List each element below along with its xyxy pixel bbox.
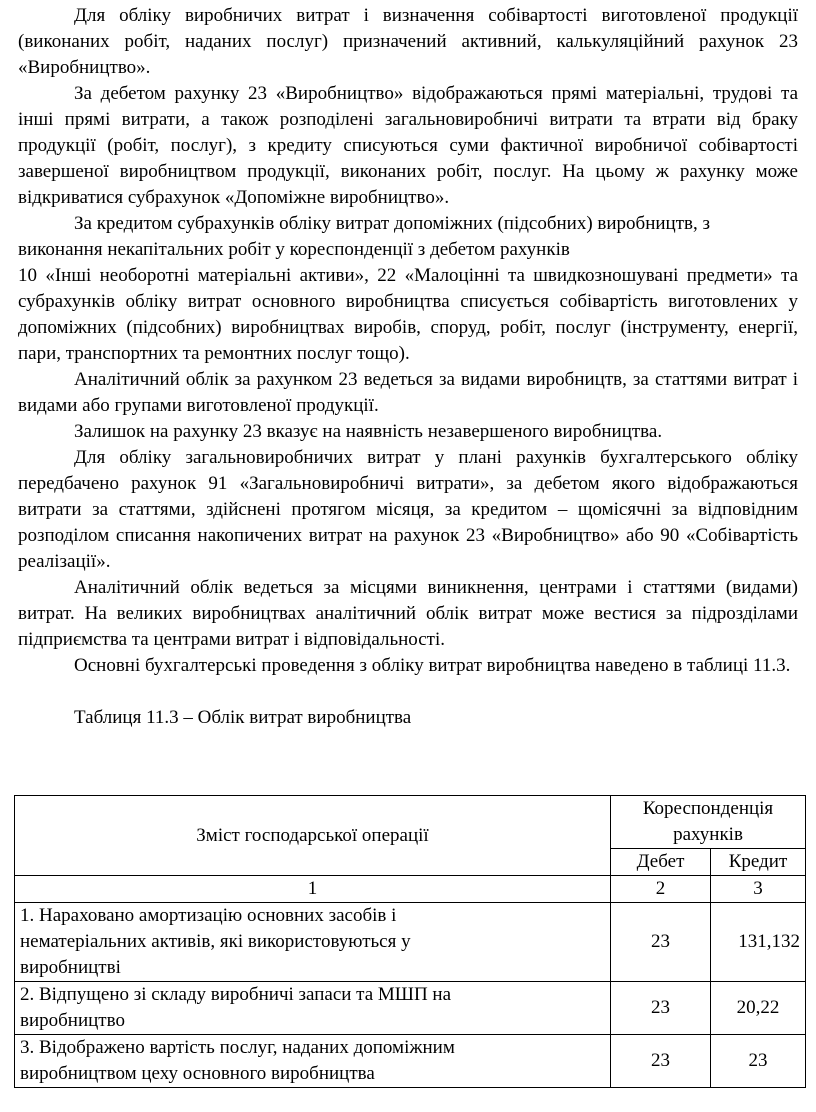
production-costs-table xyxy=(14,795,806,1088)
paragraph-analytical-account-23: Аналітичний облік за рахунком 23 ведеться за видами виробництв, за статтями витрат і видами або групами виготовленої продукції. xyxy=(18,369,798,416)
column-number-1: 1 xyxy=(15,876,611,903)
paragraph-analytical-overhead: Аналітичний облік ведеться за місцями виникнення, центрами і статтями (видами) витрат. На великих виробництвах аналітичний облік витрат може вестися за підрозділами підприємства та центрами витрат і відповідальності. xyxy=(18,577,798,650)
table-caption: Таблиця 11.3 – Облік витрат виробництва xyxy=(74,707,412,728)
header-debit: Дебет xyxy=(611,849,711,876)
row-debit: 23 xyxy=(611,903,711,982)
paragraph-auxiliary-credit-continued: 10 «Інші необоротні матеріальні активи», 22 «Малоцінні та швидкозношувані предмети» та субрахунків обліку витрат основного виробництва списується собівартість виготовлених у допоміжних (підсобних) виробництвах виробів, споруд, робіт, послуг (інструменту, енергії, пари, транспортних та ремонтних послуг тощо). xyxy=(18,265,798,364)
row-operation: 2. Відпущено зі складу виробничі запаси та МШП на виробництво xyxy=(15,982,611,1035)
paragraph-account-23-purpose: Для обліку виробничих витрат і визначення собівартості виготовленої продукції (виконаних робіт, наданих послуг) призначений активний, калькуляційний рахунок 23 «Виробництво». xyxy=(18,5,798,78)
row-debit: 23 xyxy=(611,982,711,1035)
table-row xyxy=(15,903,806,982)
row-credit: 23 xyxy=(711,1035,806,1088)
row-credit: 20,22 xyxy=(711,982,806,1035)
header-operation: Зміст господарської операції xyxy=(15,796,611,876)
document-body xyxy=(18,3,798,731)
table-row xyxy=(15,1035,806,1088)
row-operation: 3. Відображено вартість послуг, наданих допоміжним виробництвом цеху основного виробництва xyxy=(15,1035,611,1088)
row-credit: 131,132 xyxy=(711,903,806,982)
paragraph-auxiliary-credit: За кредитом субрахунків обліку витрат допоміжних (підсобних) виробництв, з виконання некапітальних робіт у кореспонденції з дебетом рахунків xyxy=(18,213,710,260)
row-debit: 23 xyxy=(611,1035,711,1088)
column-number-2: 2 xyxy=(611,876,711,903)
header-credit: Кредит xyxy=(711,849,806,876)
row-operation: 1. Нараховано амортизацію основних засобів і нематеріальних активів, які використовуються у виробництві xyxy=(15,903,611,982)
column-number-3: 3 xyxy=(711,876,806,903)
paragraph-table-intro: Основні бухгалтерські проведення з обліку витрат виробництва наведено в таблиці 11.3. xyxy=(74,655,791,676)
table-row xyxy=(15,982,806,1035)
header-correspondence: Кореспонденція рахунків xyxy=(611,796,806,849)
paragraph-account-91: Для обліку загальновиробничих витрат у плані рахунків бухгалтерського обліку передбачено рахунок 91 «Загальновиробничі витрати», за дебетом якого відображаються витрати за статтями, здійснені протягом місяця, за кредитом – щомісячні за відповідним розподілом списання накопичених витрат на рахунок 23 «Виробництво» або 90 «Собівартість реалізації». xyxy=(18,447,798,572)
paragraph-balance-account-23: Залишок на рахунку 23 вказує на наявність незавершеного виробництва. xyxy=(74,421,663,442)
paragraph-account-23-debit: За дебетом рахунку 23 «Виробництво» відображаються прямі матеріальні, трудові та інші прямі витрати, а також розподілені загальновиробничі витрати та втрати від браку продукції (робіт, послуг), з кредиту списуються суми фактичної виробничої собівартості завершеної виробництвом продукції, виконаних робіт, послуг. На цьому ж рахунку може відкриватися субрахунок «Допоміжне виробництво». xyxy=(18,83,798,208)
